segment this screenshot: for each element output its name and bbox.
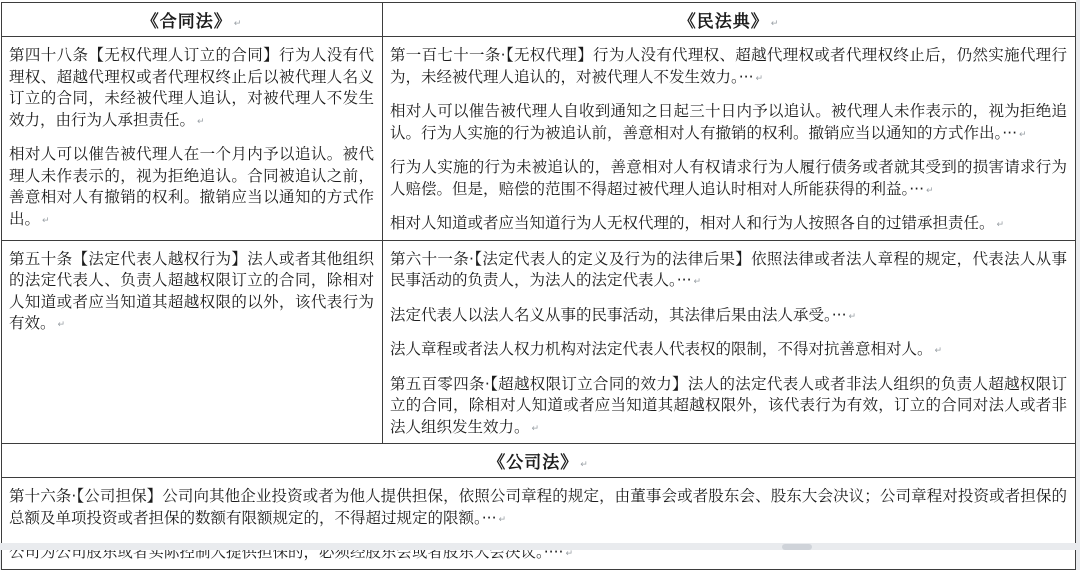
- paragraph-article-50: 第五十条【法定代表人越权行为】法人或者其他组织的法定代表人、负责人超越权限订立的合同，除相对人知道或者应当知道其超越权限的以外，该代表行为有效。 ↵: [9, 249, 374, 337]
- paragraph-article-61-p3: 法人章程或者法人权力机构对法定代表人代表权的限制，不得对抗善意相对人。 ↵: [390, 339, 1067, 363]
- cell-contract-law-article-50: [2, 240, 383, 444]
- horizontal-scrollbar-thumb[interactable]: [782, 544, 812, 550]
- paragraph-article-171-p2: 相对人可以催告被代理人自收到通知之日起三十日内予以追认。被代理人未作表示的，视为拒绝追认。行为人实施的行为被追认前，善意相对人有撤销的权利。撤销应当以通知的方式作出。··· ↵: [390, 101, 1067, 146]
- cell-company-law-article-16: [2, 478, 1076, 570]
- table-row-agency: [2, 37, 1076, 241]
- paragraph-article-171-p1: 第一百七十一条·【无权代理】行为人没有代理权、超越代理权或者代理权终止后，仍然实施代理行为，未经被代理人追认的，对被代理人不发生效力。··· ↵: [390, 45, 1067, 90]
- company-law-header-cell: [2, 444, 1076, 478]
- contract-law-header-cell: [2, 3, 383, 37]
- civil-code-header-cell: [383, 3, 1076, 37]
- contract-law-title: 《合同法》 ↵: [142, 12, 243, 32]
- law-comparison-table: [1, 2, 1076, 570]
- company-law-header-row: [2, 444, 1076, 478]
- paragraph-article-16-p2: 公司为公司股东或者实际控制人提供担保的，必须经股东会或者股东大会决议。···· ↵: [9, 542, 1067, 566]
- paragraph-article-48-p1: 第四十八条【无权代理人订立的合同】行为人没有代理权、超越代理权或者代理权终止后以被代理人名义订立的合同，未经被代理人追认，对被代理人不发生效力，由行为人承担责任。 ↵: [9, 45, 374, 133]
- cell-contract-law-article-48: [2, 37, 383, 241]
- table-row-company-guarantee: [2, 478, 1076, 570]
- paragraph-article-48-p2: 相对人可以催告被代理人在一个月内予以追认。被代理人未作表示的，视为拒绝追认。合同被追认之前，善意相对人有撤销的权利。撤销应当以通知的方式作出。 ↵: [9, 144, 374, 232]
- paragraph-article-61-p1: 第六十一条·【法定代表人的定义及行为的法律后果】依照法律或者法人章程的规定，代表法人从事民事活动的负责人，为法人的法定代表人。··· ↵: [390, 249, 1067, 294]
- company-law-title: 《公司法》 ↵: [488, 453, 589, 473]
- page-bottom-margin: [0, 543, 1080, 550]
- civil-code-title: 《民法典》 ↵: [679, 12, 780, 32]
- cell-civil-code-article-171: [383, 37, 1076, 241]
- paragraph-article-171-p3: 行为人实施的行为未被追认的，善意相对人有权请求行为人履行债务或者就其受到的损害请求行为人赔偿。但是，赔偿的范围不得超过被代理人追认时相对人所能获得的利益。··· ↵: [390, 157, 1067, 202]
- cell-civil-code-articles-61-504: [383, 240, 1076, 444]
- paragraph-article-504: 第五百零四条·【超越权限订立合同的效力】法人的法定代表人或者非法人组织的负责人超越权限订立的合同，除相对人知道或者应当知道其超越权限外，该代表行为有效，订立的合同对法人或者非法人组织发生效力。 ↵: [390, 374, 1067, 441]
- table-header-row: [2, 3, 1076, 37]
- paragraph-article-16-p1: 第十六条·【公司担保】公司向其他企业投资或者为他人提供担保，依照公司章程的规定，由董事会或者股东会、股东大会决议；公司章程对投资或者担保的总额及单项投资或者担保的数额有限额规定的，不得超过规定的限额。··· ↵: [9, 486, 1067, 531]
- paragraph-article-171-p4: 相对人知道或者应当知道行为人无权代理的，相对人和行为人按照各自的过错承担责任。 ↵: [390, 213, 1067, 237]
- paragraph-article-61-p2: 法定代表人以法人名义从事的民事活动，其法律后果由法人承受。··· ↵: [390, 305, 1067, 329]
- table-row-legal-representative: [2, 240, 1076, 444]
